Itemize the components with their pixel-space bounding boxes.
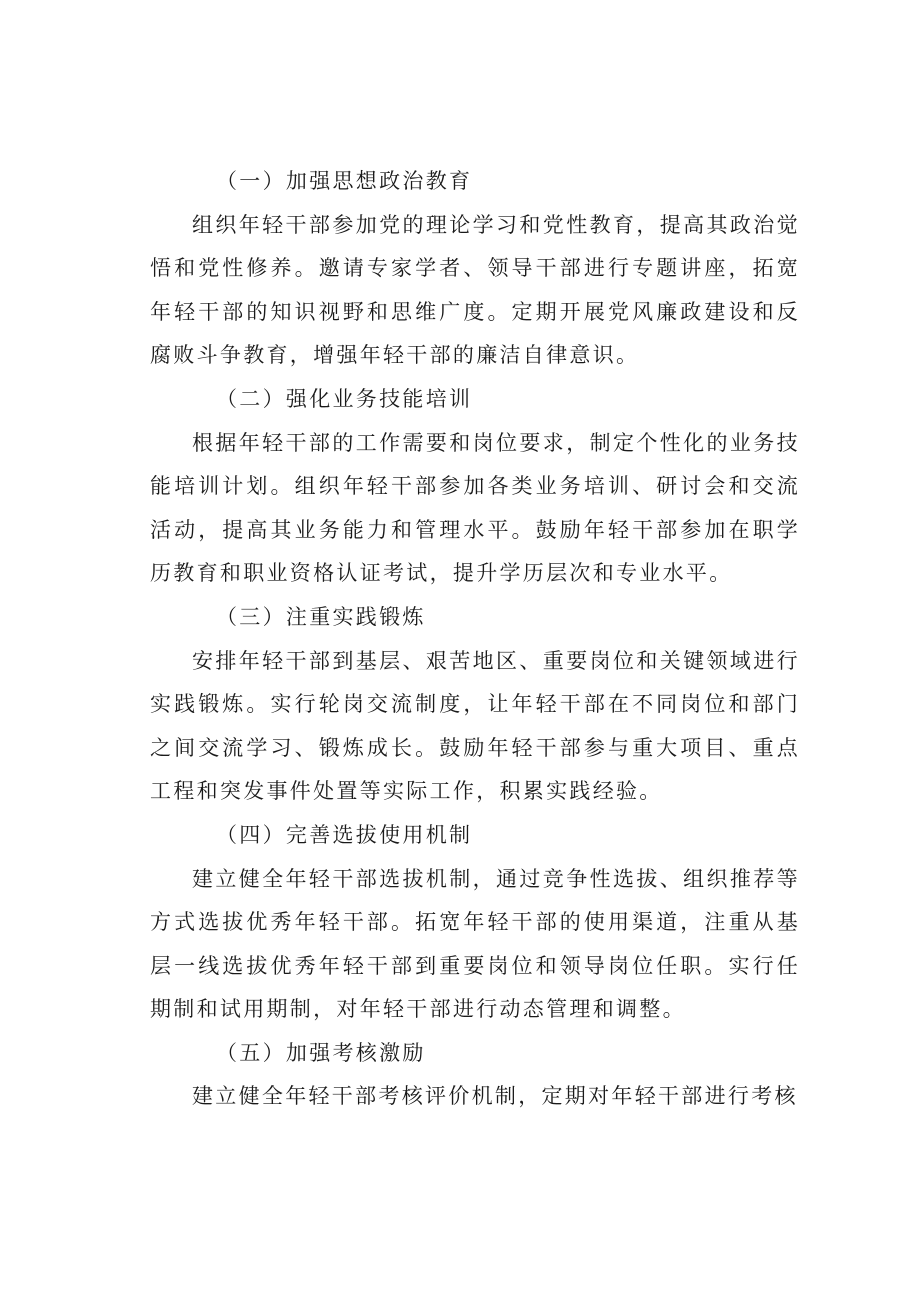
section-heading-4: （四）完善选拔使用机制 [216, 822, 473, 847]
paragraph-5: 建立健全年轻干部考核评价机制，定期对年轻干部进行考核 [192, 1084, 798, 1109]
section-heading-3: （三）注重实践锻炼 [216, 604, 426, 629]
paragraph-1: 组织年轻干部参加党的理论学习和党性教育，提高其政治觉悟和党性修养。邀请专家学者、领导干部进行专题讲座，拓宽年轻干部的知识视野和思维广度。定期开展党风廉政建设和反腐败斗争教育，增强年轻干部的廉洁自律意识。 [150, 212, 800, 368]
section-heading-2: （二）强化业务技能培训 [216, 386, 473, 411]
section-heading-1: （一）加强思想政治教育 [216, 169, 473, 193]
paragraph-3: 安排年轻干部到基层、艰苦地区、重要岗位和关键领域进行实践锻炼。实行轮岗交流制度，让年轻干部在不同岗位和部门之间交流学习、锻炼成长。鼓励年轻干部参与重大项目、重点工程和突发事件处置等实际工作，积累实践经验。 [150, 648, 800, 804]
paragraph-2: 根据年轻干部的工作需要和岗位要求，制定个性化的业务技能培训计划。组织年轻干部参加各类业务培训、研讨会和交流活动，提高其业务能力和管理水平。鼓励年轻干部参加在职学历教育和职业资格认证考试，提升学历层次和专业水平。 [150, 430, 800, 586]
paragraph-4: 建立健全年轻干部选拔机制，通过竞争性选拔、组织推荐等方式选拔优秀年轻干部。拓宽年轻干部的使用渠道，注重从基层一线选拔优秀年轻干部到重要岗位和领导岗位任职。实行任期制和试用期制，对年轻干部进行动态管理和调整。 [150, 866, 800, 1022]
section-heading-5: （五）加强考核激励 [216, 1040, 426, 1065]
document-body [150, 160, 800, 1119]
